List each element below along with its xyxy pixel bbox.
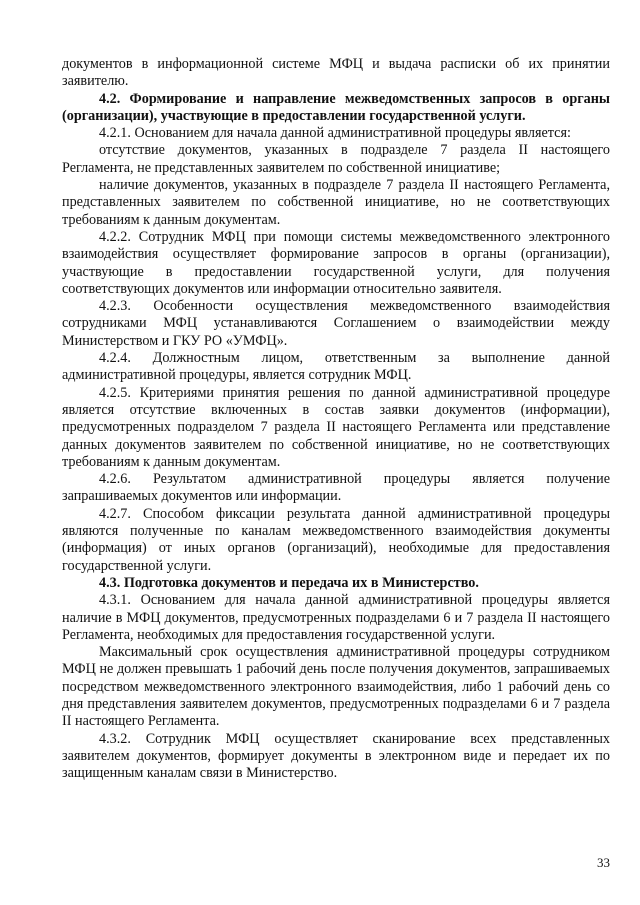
section-heading-4-3: 4.3. Подготовка документов и передача их в Министерство. (99, 574, 479, 591)
page-number: 33 (597, 855, 610, 870)
paragraph-presence-of-documents: наличие документов, указанных в подразделе 7 раздела II настоящего Регламента, представленных заявителем по собственной инициативе, но не соответствующих требованиям к данным документам. (62, 177, 610, 228)
paragraph-4-3-2: 4.3.2. Сотрудник МФЦ осуществляет сканирование всех представленных заявителем документов, формирует документы в электронном виде и передает их по защищенным каналам связи в Министерство. (62, 730, 610, 782)
paragraph-4-2-1: 4.2.1. Основанием для начала данной административной процедуры является: (99, 125, 571, 142)
section-heading-4-2: 4.2. Формирование и направление межведомственных запросов в органы (организации), участвующие в предоставлении государственной услуги. (62, 90, 610, 124)
paragraph-absence-of-documents: отсутствие документов, указанных в подразделе 7 раздела II настоящего Регламента, не представленных заявителем по собственной инициативе; (62, 142, 610, 176)
paragraph-4-3-1: 4.3.1. Основанием для начала данной административной процедуры является наличие в МФЦ документов, предусмотренных подразделами 6 и 7 раздела II настоящего Регламента, необходимых для предоставления государственной услуги. (62, 592, 610, 643)
paragraph-4-2-2: 4.2.2. Сотрудник МФЦ при помощи системы межведомственного электронного взаимодействия осуществляет формирование запросов в органы (организации), участвующие в предоставлении государственной услуги, для получения соответствующих документов или информации относительно заявителя. (62, 228, 610, 297)
paragraph-4-2-3: 4.2.3. Особенности осуществления межведомственного взаимодействия сотрудниками МФЦ устанавливаются Соглашением о взаимодействии между Министерством и ГКУ РО «УМФЦ». (62, 298, 610, 349)
paragraph-4-2-7: 4.2.7. Способом фиксации результата данной административной процедуры являются полученные по каналам межведомственного взаимодействия документы (информация) от иных органов (организаций), необходимые для предоставления государственной услуги. (62, 505, 610, 574)
paragraph-max-duration: Максимальный срок осуществления административной процедуры сотрудником МФЦ не должен превышать 1 рабочий день после получения документов, запрашиваемых посредством межведомственного электронного взаимодействия, либо 1 рабочий день со дня представления заявителем документов, предусмотренных подразделами 6 и 7 раздела II настоящего Регламента. (62, 644, 610, 730)
document-page (62, 56, 610, 782)
paragraph-4-2-5: 4.2.5. Критериями принятия решения по данной административной процедуре является отсутствие включенных в состав заявки документов (информации), предусмотренных подразделом 7 раздела II настоящего Регламента или представление данных документов заявителем по собственной инициативе, но не соответствующих требованиям к данным документам. (62, 384, 610, 470)
paragraph-4-2-4: 4.2.4. Должностным лицом, ответственным за выполнение данной административной процедуры, является сотрудник МФЦ. (62, 350, 610, 384)
paragraph-continuation: документов в информационной системе МФЦ и выдача расписки об их принятии заявителю. (62, 56, 610, 90)
paragraph-4-2-6: 4.2.6. Результатом административной процедуры является получение запрашиваемых документов или информации. (62, 471, 610, 505)
